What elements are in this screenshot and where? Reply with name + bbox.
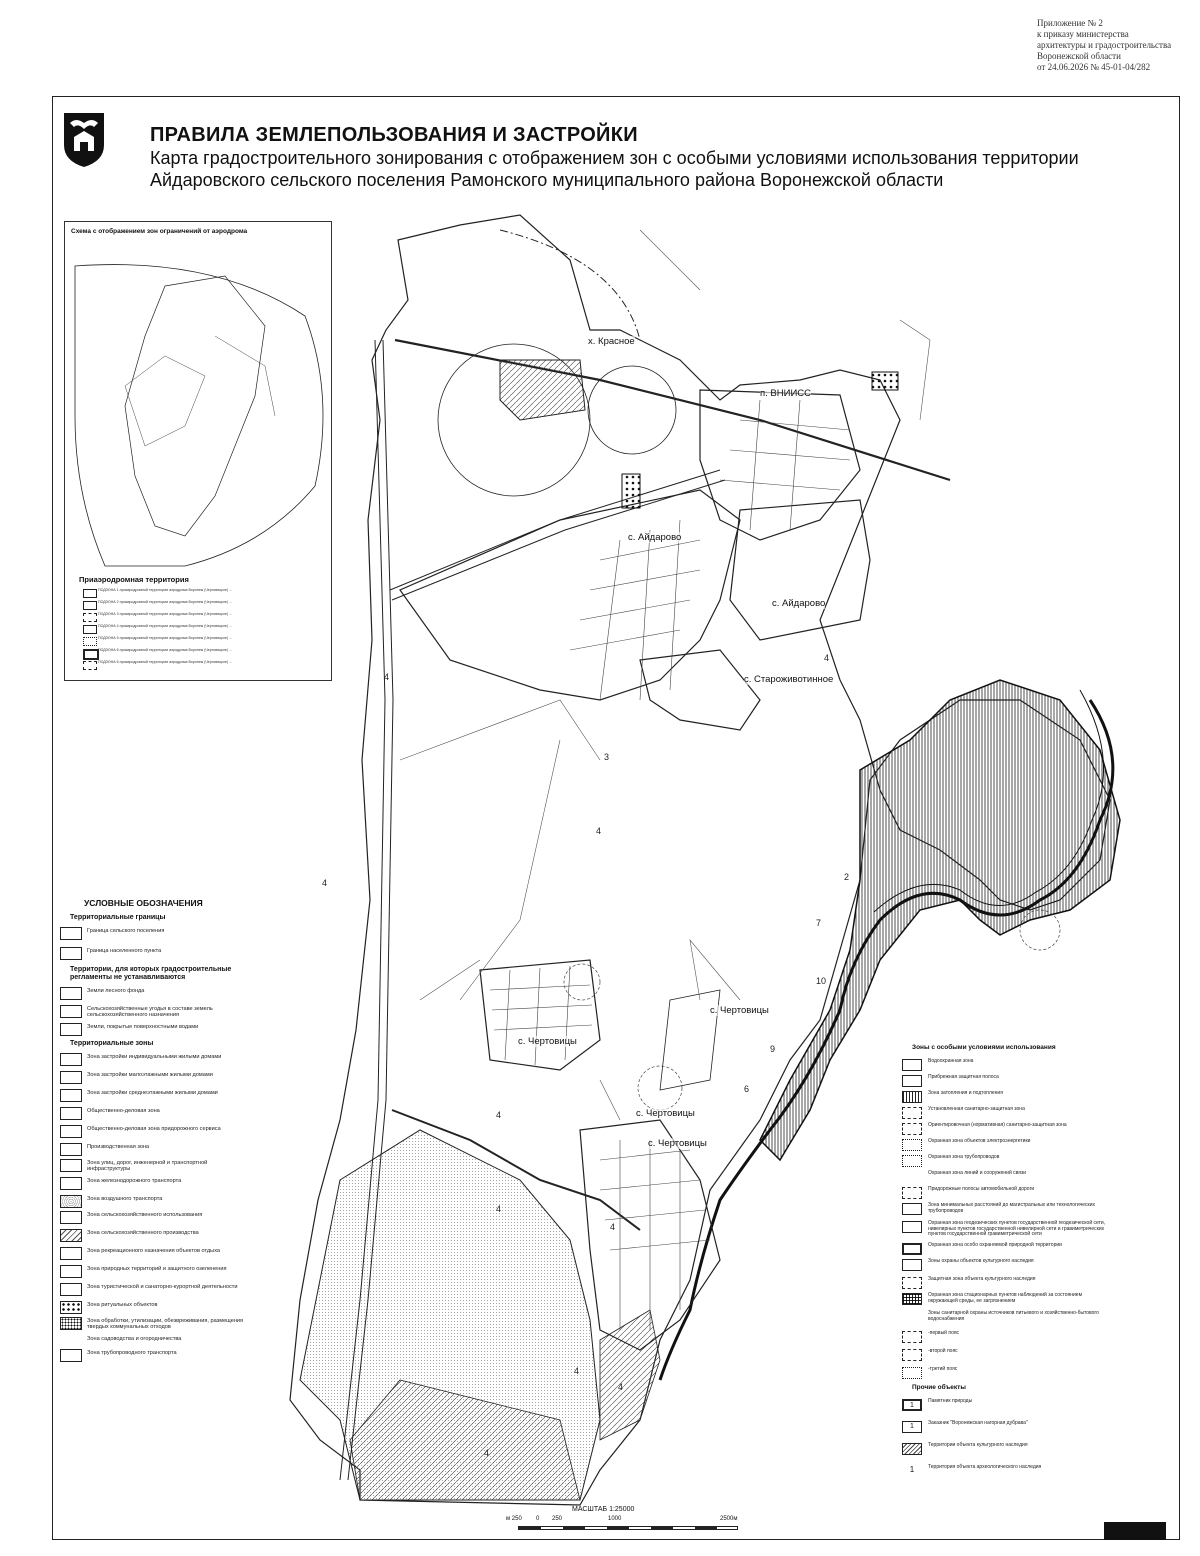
village-aidarovo-east xyxy=(730,500,870,640)
scale-tick: 250 xyxy=(552,1516,563,1522)
legend-title: УСЛОВНЫЕ ОБОЗНАЧЕНИЯ xyxy=(84,898,203,908)
road-east-west-north xyxy=(395,340,950,480)
legend-row: Общественно-деловая зона придорожного сервиса xyxy=(60,1124,360,1140)
legend-row: Охранная зона особо охраняемой природной территории xyxy=(902,1242,1142,1258)
scale-tick: 1000 xyxy=(608,1516,622,1522)
legend-row: Зона застройки малоэтажными жилыми домами xyxy=(60,1070,360,1086)
place-label: с. Айдарово xyxy=(772,598,826,609)
legend-row: Охранная зона трубопроводов xyxy=(902,1154,1142,1170)
place-label: с. Чертовицы xyxy=(648,1138,707,1149)
legend-row: Прибрежная защитная полоса xyxy=(902,1074,1142,1090)
legend-row: Зона железнодорожного транспорта xyxy=(60,1176,360,1192)
legend-row: Зона затопления и подтопления xyxy=(902,1090,1142,1106)
subtitle-line-1: Карта градостроительного зонирования с отображением зон с особыми условиями использования территории xyxy=(150,148,1079,168)
place-label: с. Чертовицы xyxy=(710,1005,769,1016)
legend-row: Земли лесного фонда xyxy=(60,986,360,1002)
legend-row: Защитная зона объекта культурного наследия xyxy=(902,1276,1142,1292)
publisher-stamp-icon xyxy=(1104,1522,1166,1540)
legend-row: Зона туристической и санаторно-курортной деятельности xyxy=(60,1282,360,1298)
legend-row: Зона рекреационного назначения объектов отдыха xyxy=(60,1246,360,1262)
legend-row: Зона природных территорий и защитного озеленения xyxy=(60,1264,360,1280)
zone-number: 6 xyxy=(744,1084,750,1094)
legend-section-title: Прочие объекты xyxy=(912,1384,966,1391)
inset-legend-title: Приаэродромная территория xyxy=(79,575,189,584)
inset-map xyxy=(65,236,331,576)
legend-row: -первый пояс xyxy=(902,1330,1142,1346)
legend-row: Водоохранная зона xyxy=(902,1058,1142,1074)
place-label: с. Чертовицы xyxy=(636,1108,695,1119)
approach-arc xyxy=(500,230,640,340)
legend-row: Охранная зона линий и сооружений связи xyxy=(902,1170,1142,1186)
legend-row: Зона трубопроводного транспорта xyxy=(60,1348,360,1364)
zone-number: 10 xyxy=(816,976,827,986)
legend-row: Зона воздушного транспорта xyxy=(60,1194,360,1210)
annex-line: архитектуры и градостроительства xyxy=(1037,40,1172,50)
legend-row: Общественно-деловая зона xyxy=(60,1106,360,1122)
scale-tick: м 250 xyxy=(506,1516,522,1522)
legend-row: Зона ритуальных объектов xyxy=(60,1300,360,1316)
legend-row: Ориентировочная (нормативная) санитарно-защитная зона xyxy=(902,1122,1142,1138)
legend-row: Зоны санитарной охраны источников питьевого и хозяйственно-бытового водоснабжения xyxy=(902,1310,1142,1326)
waste-zone xyxy=(872,372,898,390)
inset-legend-item: ПОДЗОНА 6 приаэродромной территории аэродрома Воронеж (Чертовицкое) ... xyxy=(83,660,323,670)
road-diagonal xyxy=(390,470,720,590)
legend-row: 1 Памятник природы xyxy=(902,1398,1142,1414)
legend-row: Граница сельского поселения xyxy=(60,926,360,942)
subtitle-line-2: Айдаровского сельского поселения Рамонского муниципального района Воронежской области xyxy=(150,170,944,190)
inset-legend-item: ПОДЗОНА 1 приаэродромной территории аэродрома Воронеж (Чертовицкое) ... xyxy=(83,588,323,598)
zone-number: 4 xyxy=(610,1222,616,1232)
page-title: ПРАВИЛА ЗЕМЛЕПОЛЬЗОВАНИЯ И ЗАСТРОЙКИ xyxy=(150,124,638,146)
inset-title: Схема с отображением зон ограничений от аэродрома xyxy=(71,228,248,235)
zone-number: 2 xyxy=(844,872,850,882)
zone-number: 4 xyxy=(384,672,390,682)
legend-row: -третий пояс xyxy=(902,1366,1142,1382)
legend-row: Зона сельскохозяйственного производства xyxy=(60,1228,360,1244)
annex-line: к приказу министерства xyxy=(1037,29,1129,39)
inset-legend-item: ПОДЗОНА 4 приаэродромной территории аэродрома Воронеж (Чертовицкое) ... xyxy=(83,624,323,634)
place-label: п. ВНИИСС xyxy=(760,388,811,399)
legend-row: Охранная зона геодезических пунктов государственной геодезической сети, нивелирных пунктов государственной нивелирной сети и гравиметрических пунктов государственной гравиметрической сети xyxy=(902,1220,1142,1242)
legend-row: 1 Заказник "Воронежская нагорная дубрава" xyxy=(902,1420,1142,1436)
cemetery-zone xyxy=(622,474,640,508)
legend-row: Сельскохозяйственные угодья в составе земель сельскохозяйственного назначения xyxy=(60,1004,360,1020)
legend-row: Охранная зона объектов электроэнергетики xyxy=(902,1138,1142,1154)
annex-line: от 24.06.2026 № 45-01-04/282 xyxy=(1037,62,1151,72)
legend-row: Зона минимальных расстояний до магистральных или технологических трубопроводов xyxy=(902,1202,1142,1218)
zone-number: 4 xyxy=(618,1382,624,1392)
zone-number: 4 xyxy=(596,826,602,836)
legend-row: Граница населенного пункта xyxy=(60,946,360,962)
legend-row: Производственная зона xyxy=(60,1142,360,1158)
airfield-inset xyxy=(64,221,332,681)
place-label: с. Староживотинное xyxy=(744,674,834,685)
place-label: с. Айдарово xyxy=(628,532,682,543)
legend-row: Охранная зона стационарных пунктов наблюдений за состоянием окружающей среды, ее загрязнением xyxy=(902,1292,1142,1308)
legend-row: Зона застройки индивидуальными жилыми домами xyxy=(60,1052,360,1068)
place-label: с. Чертовицы xyxy=(518,1036,577,1047)
inset-legend-item: ПОДЗОНА 2 приаэродромной территории аэродрома Воронеж (Чертовицкое) ... xyxy=(83,600,323,610)
legend-row: Придорожные полосы автомобильной дороги xyxy=(902,1186,1142,1202)
village-vniiss xyxy=(700,390,860,540)
legend-row: Зона обработки, утилизации, обезвреживания, размещения твердых коммунальных отходов xyxy=(60,1316,360,1332)
legend-row: Территории объекта культурного наследия xyxy=(902,1442,1142,1458)
zone-number: 3 xyxy=(604,752,610,762)
zone-number: 4 xyxy=(496,1110,502,1120)
legend-row: -второй пояс xyxy=(902,1348,1142,1364)
inset-legend-item: ПОДЗОНА 6 приаэродромной территории аэродрома Воронеж (Чертовицкое) ... xyxy=(83,648,323,658)
village-chertovitsy-north xyxy=(480,960,600,1070)
scale-ruler xyxy=(518,1526,738,1530)
place-label: х. Красное xyxy=(588,336,635,347)
inset-legend-item: ПОДЗОНА 3 приаэродромной территории аэродрома Воронеж (Чертовицкое) ... xyxy=(83,612,323,622)
inset-legend-item: ПОДЗОНА 5 приаэродромной территории аэродрома Воронеж (Чертовицкое) ... xyxy=(83,636,323,646)
legend-row: Зона садоводства и огородничества xyxy=(60,1334,360,1350)
zone-number: 4 xyxy=(484,1448,490,1458)
legend-row: 1 Территория объекта археологического наследия xyxy=(902,1464,1142,1480)
scale-caption: МАСШТАБ 1:25000 xyxy=(572,1506,635,1513)
scale-tick: 0 xyxy=(536,1516,540,1522)
legend-row: Зона застройки среднеэтажными жилыми домами xyxy=(60,1088,360,1104)
legend-row: Земли, покрытые поверхностными водами xyxy=(60,1022,360,1038)
agri-production-zone-2 xyxy=(600,1310,660,1440)
zone-number: 4 xyxy=(824,653,830,663)
annex-line: Воронежской области xyxy=(1037,51,1121,61)
zone-number: 4 xyxy=(322,878,328,888)
village-aidarovo xyxy=(400,490,740,700)
legend-section-title: Территории, для которых градостроительные регламенты не устанавливаются xyxy=(70,966,232,981)
zone-number: 9 xyxy=(770,1044,776,1054)
annex-line: Приложение № 2 xyxy=(1037,18,1103,28)
legend-section-title: Зоны с особыми условиями использования xyxy=(912,1044,1056,1051)
legend-section-title: Территориальные зоны xyxy=(70,1040,154,1047)
legend-row: Зона улиц, дорог, инженерной и транспортной инфраструктуры xyxy=(60,1158,360,1174)
scale-tick: 2500м xyxy=(720,1516,738,1522)
legend-section-title: Территориальные границы xyxy=(70,914,166,921)
zone-number: 7 xyxy=(816,918,822,928)
scale-bar xyxy=(506,1506,746,1546)
legend-row: Зоны охраны объектов культурного наследия xyxy=(902,1258,1142,1274)
village-starozhivotinnoe xyxy=(640,650,760,730)
village-krasnoe xyxy=(500,360,585,420)
legend-row: Зона сельскохозяйственного использования xyxy=(60,1210,360,1226)
zone-number: 4 xyxy=(496,1204,502,1214)
zone-number: 4 xyxy=(574,1366,580,1376)
legend-row: Установленная санитарно-защитная зона xyxy=(902,1106,1142,1122)
